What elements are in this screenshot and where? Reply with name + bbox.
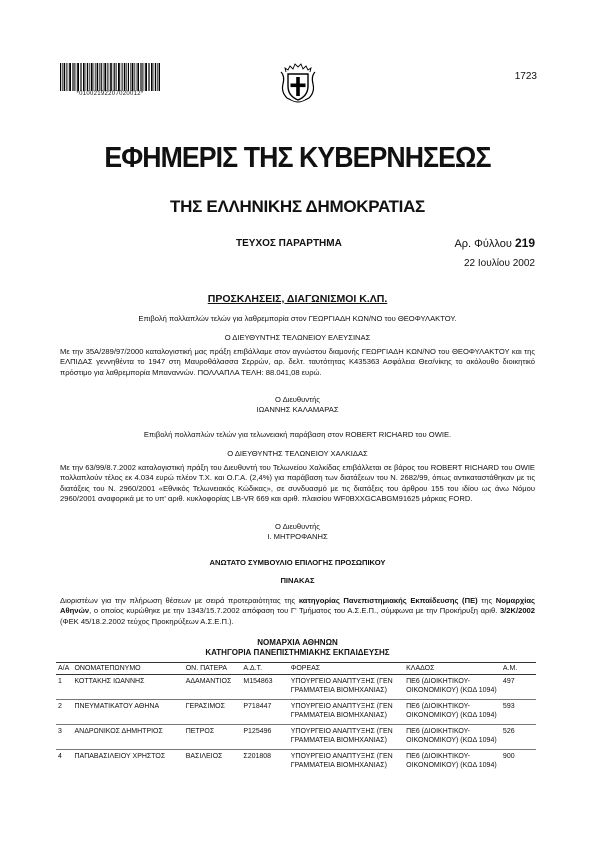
table-row — [56, 725, 536, 750]
col-header-id: Α.Δ.Τ. — [241, 663, 288, 675]
notice2-authority: Ο ΔΙΕΥΘΥΝΤΗΣ ΤΕΛΩΝΕΙΟΥ ΧΑΛΚΙΔΑΣ — [227, 449, 368, 458]
notice2-body: Με την 63/99/8.7.2002 καταλογιστική πράξη του Διευθυντή του Τελωνείου Χαλκίδας επιβάλλεται σε βάρος του ROBERT RICHARD του OWIE πολλαπλούν τέλος εκ 4.034 ευρώ πλέον Τ.Χ. και Ο.Γ.Α. (2,4%) για παράβαση των διατάξεων του Ν. 2682/99, όπως αντικαταστάθηκαν με τις διατάξεις του Ν. 2960/2001 «Εθνικός Τελωνειακός Κώδικας», σε συνδυασμό με τις διατάξεις του άρθρου 155 του ιδίου ως άνω Νόμου 2960/2001 αναφορικά με το υπ' αριθ. κυκλοφορίας LB-VR 669 και αριθ. πλαισίου WF0BXXGCABGM91625 μάρκας FORD. — [60, 463, 535, 503]
col-header-father: ΟΝ. ΠΑΤΕΡΑ — [184, 663, 242, 675]
cell-agency: ΥΠΟΥΡΓΕΙΟ ΑΝΑΠΤΥΞΗΣ (ΓΕΝ ΓΡΑΜΜΑΤΕΙΑ ΒΙΟΜΗΧΑΝΙΑΣ) — [289, 725, 404, 750]
table-row — [56, 700, 536, 725]
gazette-title: ΕΦΗΜΕΡΙΣ ΤΗΣ ΚΥΒΕΡΝΗΣΕΩΣ — [104, 142, 491, 174]
coat-of-arms-icon — [279, 62, 317, 106]
notice1-signer-title: Ο Διευθυντής — [275, 395, 320, 404]
notice3-authority: ΑΝΩΤΑΤΟ ΣΥΜΒΟΥΛΙΟ ΕΠΙΛΟΓΗΣ ΠΡΟΣΩΠΙΚΟΥ — [209, 558, 386, 567]
cell-id: Σ201808 — [243, 753, 272, 760]
notice2-signer-name: Ι. ΜΗΤΡΟΦΑΝΗΣ — [267, 532, 328, 541]
cell-father: ΑΔΑΜΑΝΤΙΟΣ — [184, 675, 242, 700]
notice3-title: ΠΙΝΑΚΑΣ — [280, 576, 315, 585]
section-title: ΠΡΟΣΚΛΗΣΕΙΣ, ΔΙΑΓΩΝΙΣΜΟΙ Κ.ΛΠ. — [207, 293, 388, 305]
notice3-body-announcement: 3/2Κ/2002 — [499, 606, 535, 616]
col-header-reg-number: Α.Μ. — [501, 663, 536, 675]
col-header-agency: ΦΟΡΕΑΣ — [289, 663, 404, 675]
table-title-category: ΚΑΤΗΓΟΡΙΑ ΠΑΝΕΠΙΣΤΗΜΙΑΚΗΣ ΕΚΠΑΙΔΕΥΣΗΣ — [205, 648, 390, 657]
sheet-label: Αρ. Φύλλου — [454, 238, 512, 250]
gazette-subtitle: ΤΗΣ ΕΛΛΗΝΙΚΗΣ ΔΗΜΟΚΡΑΤΙΑΣ — [170, 197, 425, 216]
cell-agency: ΥΠΟΥΡΓΕΙΟ ΑΝΑΠΤΥΞΗΣ (ΓΕΝ ΓΡΑΜΜΑΤΕΙΑ ΒΙΟΜΗΧΑΝΙΑΣ) — [289, 675, 404, 700]
cell-branch: ΠΕ6 (ΔΙΟΙΚΗΤΙΚΟΥ-ΟΙΚΟΝΟΜΙΚΟΥ) (ΚΩΔ 1094) — [404, 700, 501, 725]
cell-number: 1 — [56, 675, 72, 700]
cell-agency: ΥΠΟΥΡΓΕΙΟ ΑΝΑΠΤΥΞΗΣ (ΓΕΝ ΓΡΑΜΜΑΤΕΙΑ ΒΙΟΜΗΧΑΝΙΑΣ) — [290, 753, 393, 769]
notice2-signer-title: Ο Διευθυντής — [275, 522, 320, 531]
barcode-number: *01002192207020012* — [76, 91, 144, 97]
appointees-table — [56, 662, 536, 774]
cell-name: ΚΟΤΤΑΚΗΣ ΙΩΑΝΝΗΣ — [72, 675, 183, 700]
notice3-body-category: κατηγορίας Πανεπιστημιακής Εκπαίδευσης (ΠΕ) — [298, 596, 478, 605]
table-row — [56, 675, 536, 700]
cell-name: ΠΑΠΑΒΑΣΙΛΕΙΟΥ ΧΡΗΣΤΟΣ — [74, 753, 166, 760]
cell-id: Ρ125496 — [241, 725, 288, 750]
issue-type: ΤΕΥΧΟΣ ΠΑΡΑΡΤΗΜΑ — [236, 238, 342, 249]
notice3-body — [60, 596, 535, 627]
notice1-authority: Ο ΔΙΕΥΘΥΝΤΗΣ ΤΕΛΩΝΕΙΟΥ ΕΛΕΥΣΙΝΑΣ — [224, 333, 371, 342]
notice3-body-part2: της — [477, 596, 496, 605]
notice1-signer-name: ΙΩΑΝΝΗΣ ΚΑΛΑΜΑΡΑΣ — [256, 405, 339, 414]
barcode — [60, 63, 160, 91]
col-header-branch: ΚΛΑΔΟΣ — [404, 663, 501, 675]
cell-branch: ΠΕ6 (ΔΙΟΙΚΗΤΙΚΟΥ-ΟΙΚΟΝΟΜΙΚΟΥ) (ΚΩΔ 1094) — [404, 725, 501, 750]
cell-reg-number: 526 — [501, 725, 536, 750]
table-row — [56, 750, 536, 775]
cell-branch: ΠΕ6 (ΔΙΟΙΚΗΤΙΚΟΥ-ΟΙΚΟΝΟΜΙΚΟΥ) (ΚΩΔ 1094) — [404, 675, 501, 700]
cell-id: Ρ718447 — [241, 700, 288, 725]
notice3-body-prefecture: Νομαρχίας Αθηνών — [60, 596, 535, 616]
cell-father: ΓΕΡΑΣΙΜΟΣ — [184, 700, 242, 725]
col-header-name: ΟΝΟΜΑΤΕΠΩΝΥΜΟ — [72, 663, 183, 675]
table-title-prefecture: ΝΟΜΑΡΧΙΑ ΑΘΗΝΩΝ — [257, 638, 338, 647]
notice1-body: Με την 35Α/289/97/2000 καταλογιστική μας πράξη επιβάλλαμε στον αγνώστου διαμονής ΓΕΩΡΓΙΑΔΗ ΚΩΝ/ΝΟ του ΘΕΟΦΥΛΑΚΤΟΥ και της ΕΛΠΙΔΑΣ γεννηθέντα το 1947 στη Μαυροθάλασσα Σερρών, αρ. δελτ. ταυτότητας Κ435363 Ασφάλεια Θεσ/νίκης το ακόλουθο διοικητικό πρόστιμο για λαθρεμπορία Μπαναννών. ΠΟΛΛΑΠΛΑ ΤΕΛΗ: 88.041,08 ευρώ. — [60, 347, 535, 377]
cell-branch: ΠΕ6 (ΔΙΟΙΚΗΤΙΚΟΥ-ΟΙΚΟΝΟΜΙΚΟΥ) (ΚΩΔ 1094) — [406, 753, 497, 769]
cell-name: ΑΝΔΡΩΝΙΚΟΣ ΔΗΜΗΤΡΙΟΣ — [72, 725, 183, 750]
cell-reg-number: 497 — [501, 675, 536, 700]
notice3-body-part1: Διοριστέων για την πλήρωση θέσεων με σειρά προτεραιότητας της — [60, 596, 299, 605]
cell-agency: ΥΠΟΥΡΓΕΙΟ ΑΝΑΠΤΥΞΗΣ (ΓΕΝ ΓΡΑΜΜΑΤΕΙΑ ΒΙΟΜΗΧΑΝΙΑΣ) — [289, 700, 404, 725]
issue-date: 22 Ιουλίου 2002 — [464, 258, 535, 269]
cell-number: 4 — [58, 753, 62, 760]
cell-id: Μ154863 — [241, 675, 288, 700]
cell-number: 2 — [56, 700, 72, 725]
notice3-body-part3: , ο οποίος κυρώθηκε με την 1343/15.7.2002 απόφαση του Γ' Τμήματος του Α.Σ.Ε.Π., σύμφωνα με την Προκήρυξη αριθ. — [89, 606, 500, 616]
cell-reg-number: 593 — [501, 700, 536, 725]
notice1-heading: Επιβολή πολλαπλών τελών για λαθρεμπορία στον ΓΕΩΡΓΙΑΔΗ ΚΩΝ/ΝΟ του ΘΕΟΦΥΛΑΚΤΟΥ. — [138, 314, 457, 323]
cell-father: ΠΕΤΡΟΣ — [184, 725, 242, 750]
cell-father: ΒΑΣΙΛΕΙΟΣ — [185, 753, 223, 760]
sheet-number-label — [454, 236, 535, 250]
notice3-body-part4: (ΦΕΚ 45/18.2.2002 τεύχος Προκηρύξεων Α.Σ.Ε.Π.). — [60, 616, 234, 626]
sheet-number: 219 — [514, 236, 535, 250]
cell-name: ΠΝΕΥΜΑΤΙΚΑΤΟΥ ΑΘΗΝΑ — [72, 700, 183, 725]
col-header-number: Α/Α — [56, 663, 72, 675]
cell-reg-number: 900 — [502, 753, 515, 760]
cell-number: 3 — [56, 725, 72, 750]
notice2-heading: Επιβολή πολλαπλών τελών για τελωνειακή παράβαση στον ROBERT RICHARD του OWIE. — [143, 430, 452, 439]
table-header-row — [56, 663, 536, 675]
page-number: 1723 — [514, 71, 537, 82]
